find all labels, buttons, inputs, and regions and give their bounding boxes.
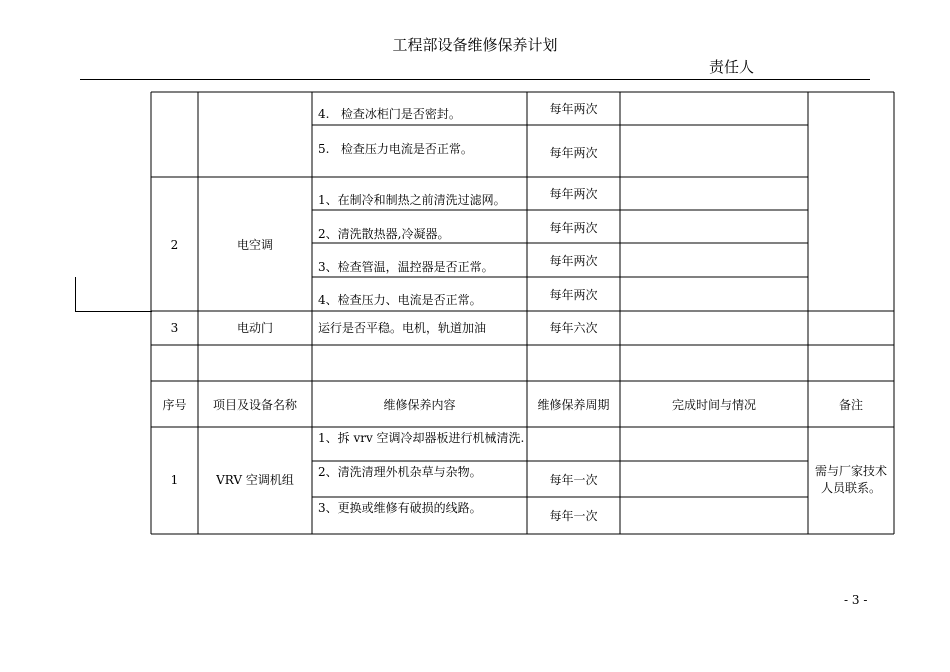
maintenance-cycle: 每年两次 xyxy=(549,288,598,302)
item-name: VRV 空调机组 xyxy=(216,473,294,487)
item-index: 3 xyxy=(170,321,179,335)
task-content: 4. 检查冰柜门是否密封。 xyxy=(318,107,461,121)
column-header-status: 完成时间与情况 xyxy=(671,398,756,412)
page-number: - 3 - xyxy=(844,593,868,607)
task-content: 3、检查管温，温控器是否正常。 xyxy=(318,260,494,274)
maintenance-cycle: 每年六次 xyxy=(549,321,598,335)
maintenance-cycle: 每年两次 xyxy=(549,221,598,235)
maintenance-cycle: 每年两次 xyxy=(549,187,598,201)
task-content: 2、清洗散热器,冷凝器。 xyxy=(318,227,450,241)
maintenance-cycle: 每年一次 xyxy=(549,473,598,487)
remark-text: 需与厂家技术人员联系。 xyxy=(814,464,887,495)
responsible-person-label: 责任人 xyxy=(709,58,755,76)
item-index: 2 xyxy=(170,238,179,252)
task-content: 1、在制冷和制热之前清洗过滤网。 xyxy=(318,193,506,207)
maintenance-cycle: 每年两次 xyxy=(549,102,598,116)
item-name: 电空调 xyxy=(236,238,273,252)
document-title: 工程部设备维修保养计划 xyxy=(392,36,558,54)
maintenance-cycle: 每年两次 xyxy=(549,254,598,268)
maintenance-cycle: 每年两次 xyxy=(549,146,598,160)
maintenance-cycle: 每年一次 xyxy=(549,509,598,523)
task-content: 运行是否平稳。电机，轨道加油 xyxy=(318,321,487,335)
item-index: 1 xyxy=(170,473,179,487)
column-header-remark: 备注 xyxy=(838,398,863,412)
task-content: 4、检查压力、电流是否正常。 xyxy=(318,293,482,307)
task-content: 2、清洗清理外机杂草与杂物。 xyxy=(318,465,482,479)
item-name: 电动门 xyxy=(236,321,273,335)
column-header-content: 维修保养内容 xyxy=(383,398,456,412)
column-header-item: 项目及设备名称 xyxy=(212,398,297,412)
column-header-index: 序号 xyxy=(162,398,187,412)
task-content: 1、拆 vrv 空调冷却器板进行机械清洗. xyxy=(318,431,525,445)
task-content: 5. 检查压力电流是否正常。 xyxy=(318,142,473,156)
column-header-cycle: 维修保养周期 xyxy=(537,398,610,412)
task-content: 3、更换或维修有破损的线路。 xyxy=(318,501,482,515)
